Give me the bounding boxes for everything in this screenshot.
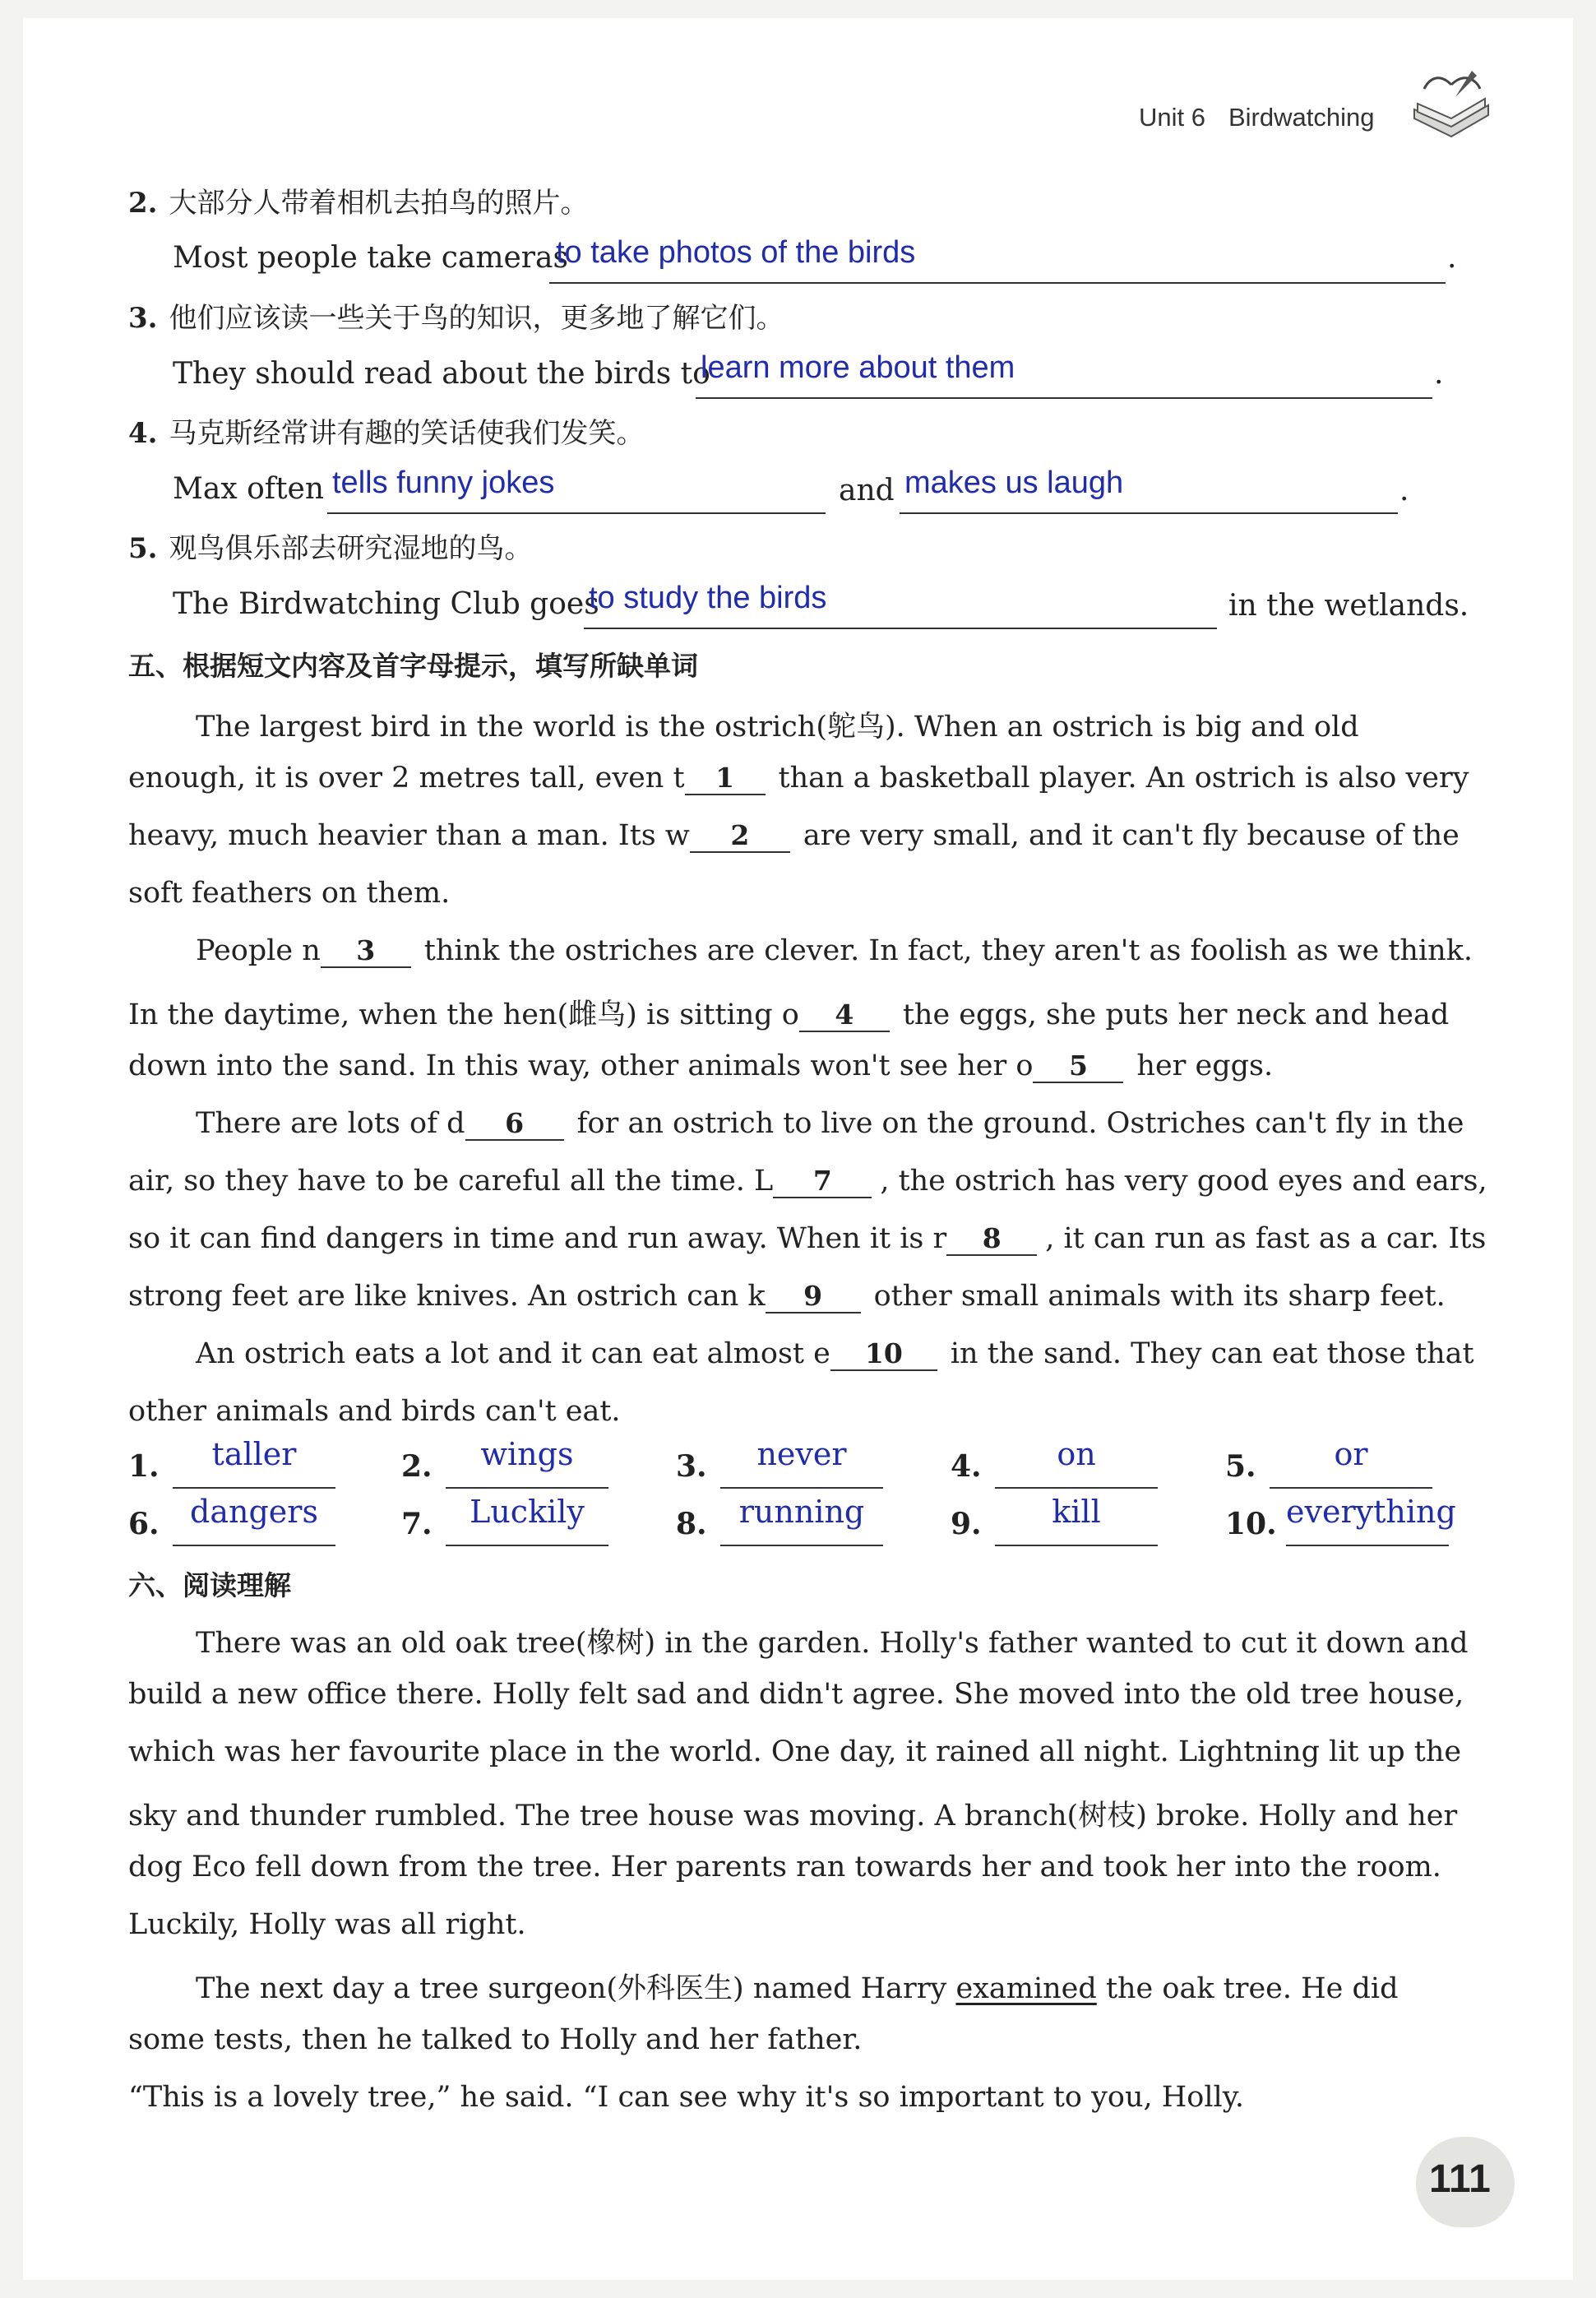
s6-line-4: sky and thunder rumbled. The tree house was moving. A branch(树枝) broke. Holly and her	[128, 1800, 1458, 1832]
s5-line-10: so it can find dangers in time and run away. When it is r 8 , it can run as fast as a car. Its	[128, 1222, 1487, 1255]
answer-num-3: 3.	[676, 1449, 707, 1484]
answer-num-8: 8.	[676, 1507, 707, 1541]
gap-5[interactable]: 5	[1033, 1049, 1123, 1083]
answer-5: or	[1334, 1436, 1368, 1472]
item-3-chinese: 3. 他们应该读一些关于鸟的知识，更多地了解它们。	[128, 302, 784, 335]
answer-6: dangers	[190, 1494, 318, 1530]
answer-8: running	[738, 1494, 865, 1530]
answer-num-5: 5.	[1225, 1449, 1256, 1484]
answer-10: everything	[1286, 1494, 1456, 1530]
section-5-heading: 五、根据短文内容及首字母提示，填写所缺单词	[128, 650, 698, 682]
s6-line-3: which was her favourite place in the world. One day, it rained all night. Lightning lit up the	[128, 1735, 1462, 1768]
answer-9: kill	[1052, 1494, 1101, 1530]
s5-line-5: People n 3 think the ostriches are clever. In fact, they aren't as foolish as we think.	[196, 934, 1473, 967]
gap-7[interactable]: 7	[773, 1165, 872, 1198]
answer-line-3[interactable]	[720, 1485, 883, 1489]
unit-label: Unit 6	[1139, 103, 1205, 132]
item-4-mid: and	[839, 474, 895, 507]
item-3-answer: learn more about them	[701, 350, 1015, 385]
item-2-answer: to take photos of the birds	[556, 235, 916, 270]
s6-line-6: Luckily, Holly was all right.	[128, 1908, 526, 1941]
answer-7: Luckily	[470, 1494, 585, 1530]
answer-line-7[interactable]	[446, 1543, 608, 1546]
s6-line-1: There was an old oak tree(橡树) in the garden. Holly's father wanted to cut it down and	[196, 1627, 1469, 1660]
item-5-chinese: 5. 观鸟俱乐部去研究湿地的鸟。	[128, 532, 533, 565]
answer-3: never	[756, 1436, 847, 1472]
s6-line-5: dog Eco fell down from the tree. Her parents ran towards her and took her into the room.	[128, 1851, 1441, 1883]
s5-line-7: down into the sand. In this way, other animals won't see her o 5 her eggs.	[128, 1049, 1274, 1082]
gap-1[interactable]: 1	[685, 762, 766, 795]
answer-line-9[interactable]	[995, 1543, 1158, 1546]
item-5-prefix: The Birdwatching Club goes	[173, 587, 599, 621]
s6-line-2: build a new office there. Holly felt sad and didn't agree. She moved into the old tree house,	[128, 1678, 1464, 1711]
s6-line-9: “This is a lovely tree,” he said. “I can see why it's so important to you, Holly.	[128, 2081, 1245, 2114]
answer-num-9: 9.	[951, 1507, 982, 1541]
s5-line-3: heavy, much heavier than a man. Its w 2 are very small, and it can't fly because of the	[128, 819, 1460, 852]
s6-line-7: The next day a tree surgeon(外科医生) named Harry examined the oak tree. He did	[196, 1972, 1399, 2005]
s5-line-2: enough, it is over 2 metres tall, even t 1 than a basketball player. An ostrich is also very	[128, 762, 1469, 795]
answer-num-2: 2.	[401, 1449, 433, 1484]
answer-4: on	[1057, 1436, 1096, 1472]
item-4-answer-1: tells funny jokes	[332, 466, 555, 500]
gap-9[interactable]: 9	[766, 1280, 861, 1313]
item-2-chinese: 2. 大部分人带着相机去拍鸟的照片。	[128, 187, 589, 220]
s5-line-4: soft feathers on them.	[128, 877, 451, 910]
gap-3[interactable]: 3	[321, 934, 411, 968]
item-2-end: .	[1447, 241, 1457, 275]
s5-line-13: other animals and birds can't eat.	[128, 1395, 621, 1428]
answer-num-4: 4.	[951, 1449, 982, 1484]
answer-line-2[interactable]	[446, 1485, 608, 1489]
answer-num-10: 10.	[1225, 1507, 1277, 1541]
s5-line-6: In the daytime, when the hen(雌鸟) is sitting o 4 the eggs, she puts her neck and head	[128, 998, 1450, 1031]
answer-1: taller	[211, 1436, 297, 1472]
item-4-answer-2: makes us laugh	[904, 466, 1124, 500]
gap-8[interactable]: 8	[946, 1222, 1037, 1256]
underlined-word: examined	[955, 1972, 1097, 2005]
s5-line-9: air, so they have to be careful all the time. L 7 , the ostrich has very good eyes and ears,	[128, 1165, 1487, 1198]
answer-line-5[interactable]	[1270, 1485, 1432, 1489]
item-4-prefix: Max often	[173, 472, 325, 506]
unit-title: Birdwatching	[1228, 103, 1375, 132]
answer-num-7: 7.	[401, 1507, 433, 1541]
answer-line-4[interactable]	[995, 1485, 1158, 1489]
item-5-end: in the wetlands.	[1228, 589, 1469, 623]
answer-line-1[interactable]	[173, 1485, 335, 1489]
answer-line-6[interactable]	[173, 1543, 335, 1546]
gap-2[interactable]: 2	[690, 819, 790, 853]
item-3-end: .	[1434, 357, 1444, 391]
section-6-heading: 六、阅读理解	[128, 1569, 291, 1601]
running-header	[1139, 103, 1374, 132]
answer-line-10[interactable]	[1286, 1543, 1449, 1546]
books-icon	[1406, 64, 1497, 142]
item-3-prefix: They should read about the birds to	[173, 357, 710, 391]
gap-4[interactable]: 4	[799, 998, 890, 1032]
s6-line-8: some tests, then he talked to Holly and her father.	[128, 2023, 863, 2056]
answer-num-1: 1.	[128, 1449, 160, 1484]
page-number: 111	[1429, 2157, 1491, 2201]
answer-line-8[interactable]	[720, 1543, 883, 1546]
item-4-chinese: 4. 马克斯经常讲有趣的笑话使我们发笑。	[128, 417, 645, 450]
s5-line-11: strong feet are like knives. An ostrich can k 9 other small animals with its sharp feet.	[128, 1280, 1446, 1313]
item-4-end: .	[1399, 474, 1409, 507]
s5-line-12: An ostrich eats a lot and it can eat almost e 10 in the sand. They can eat those that	[196, 1337, 1474, 1370]
answer-2: wings	[480, 1436, 574, 1472]
answer-num-6: 6.	[128, 1507, 160, 1541]
s5-line-8: There are lots of d 6 for an ostrich to live on the ground. Ostriches can't fly in the	[196, 1107, 1464, 1140]
item-2-prefix: Most people take cameras	[173, 241, 568, 275]
item-5-answer: to study the birds	[589, 581, 827, 615]
s5-line-1: The largest bird in the world is the ostrich(鸵鸟). When an ostrich is big and old	[196, 711, 1359, 744]
gap-10[interactable]: 10	[830, 1337, 937, 1371]
gap-6[interactable]: 6	[465, 1107, 564, 1141]
